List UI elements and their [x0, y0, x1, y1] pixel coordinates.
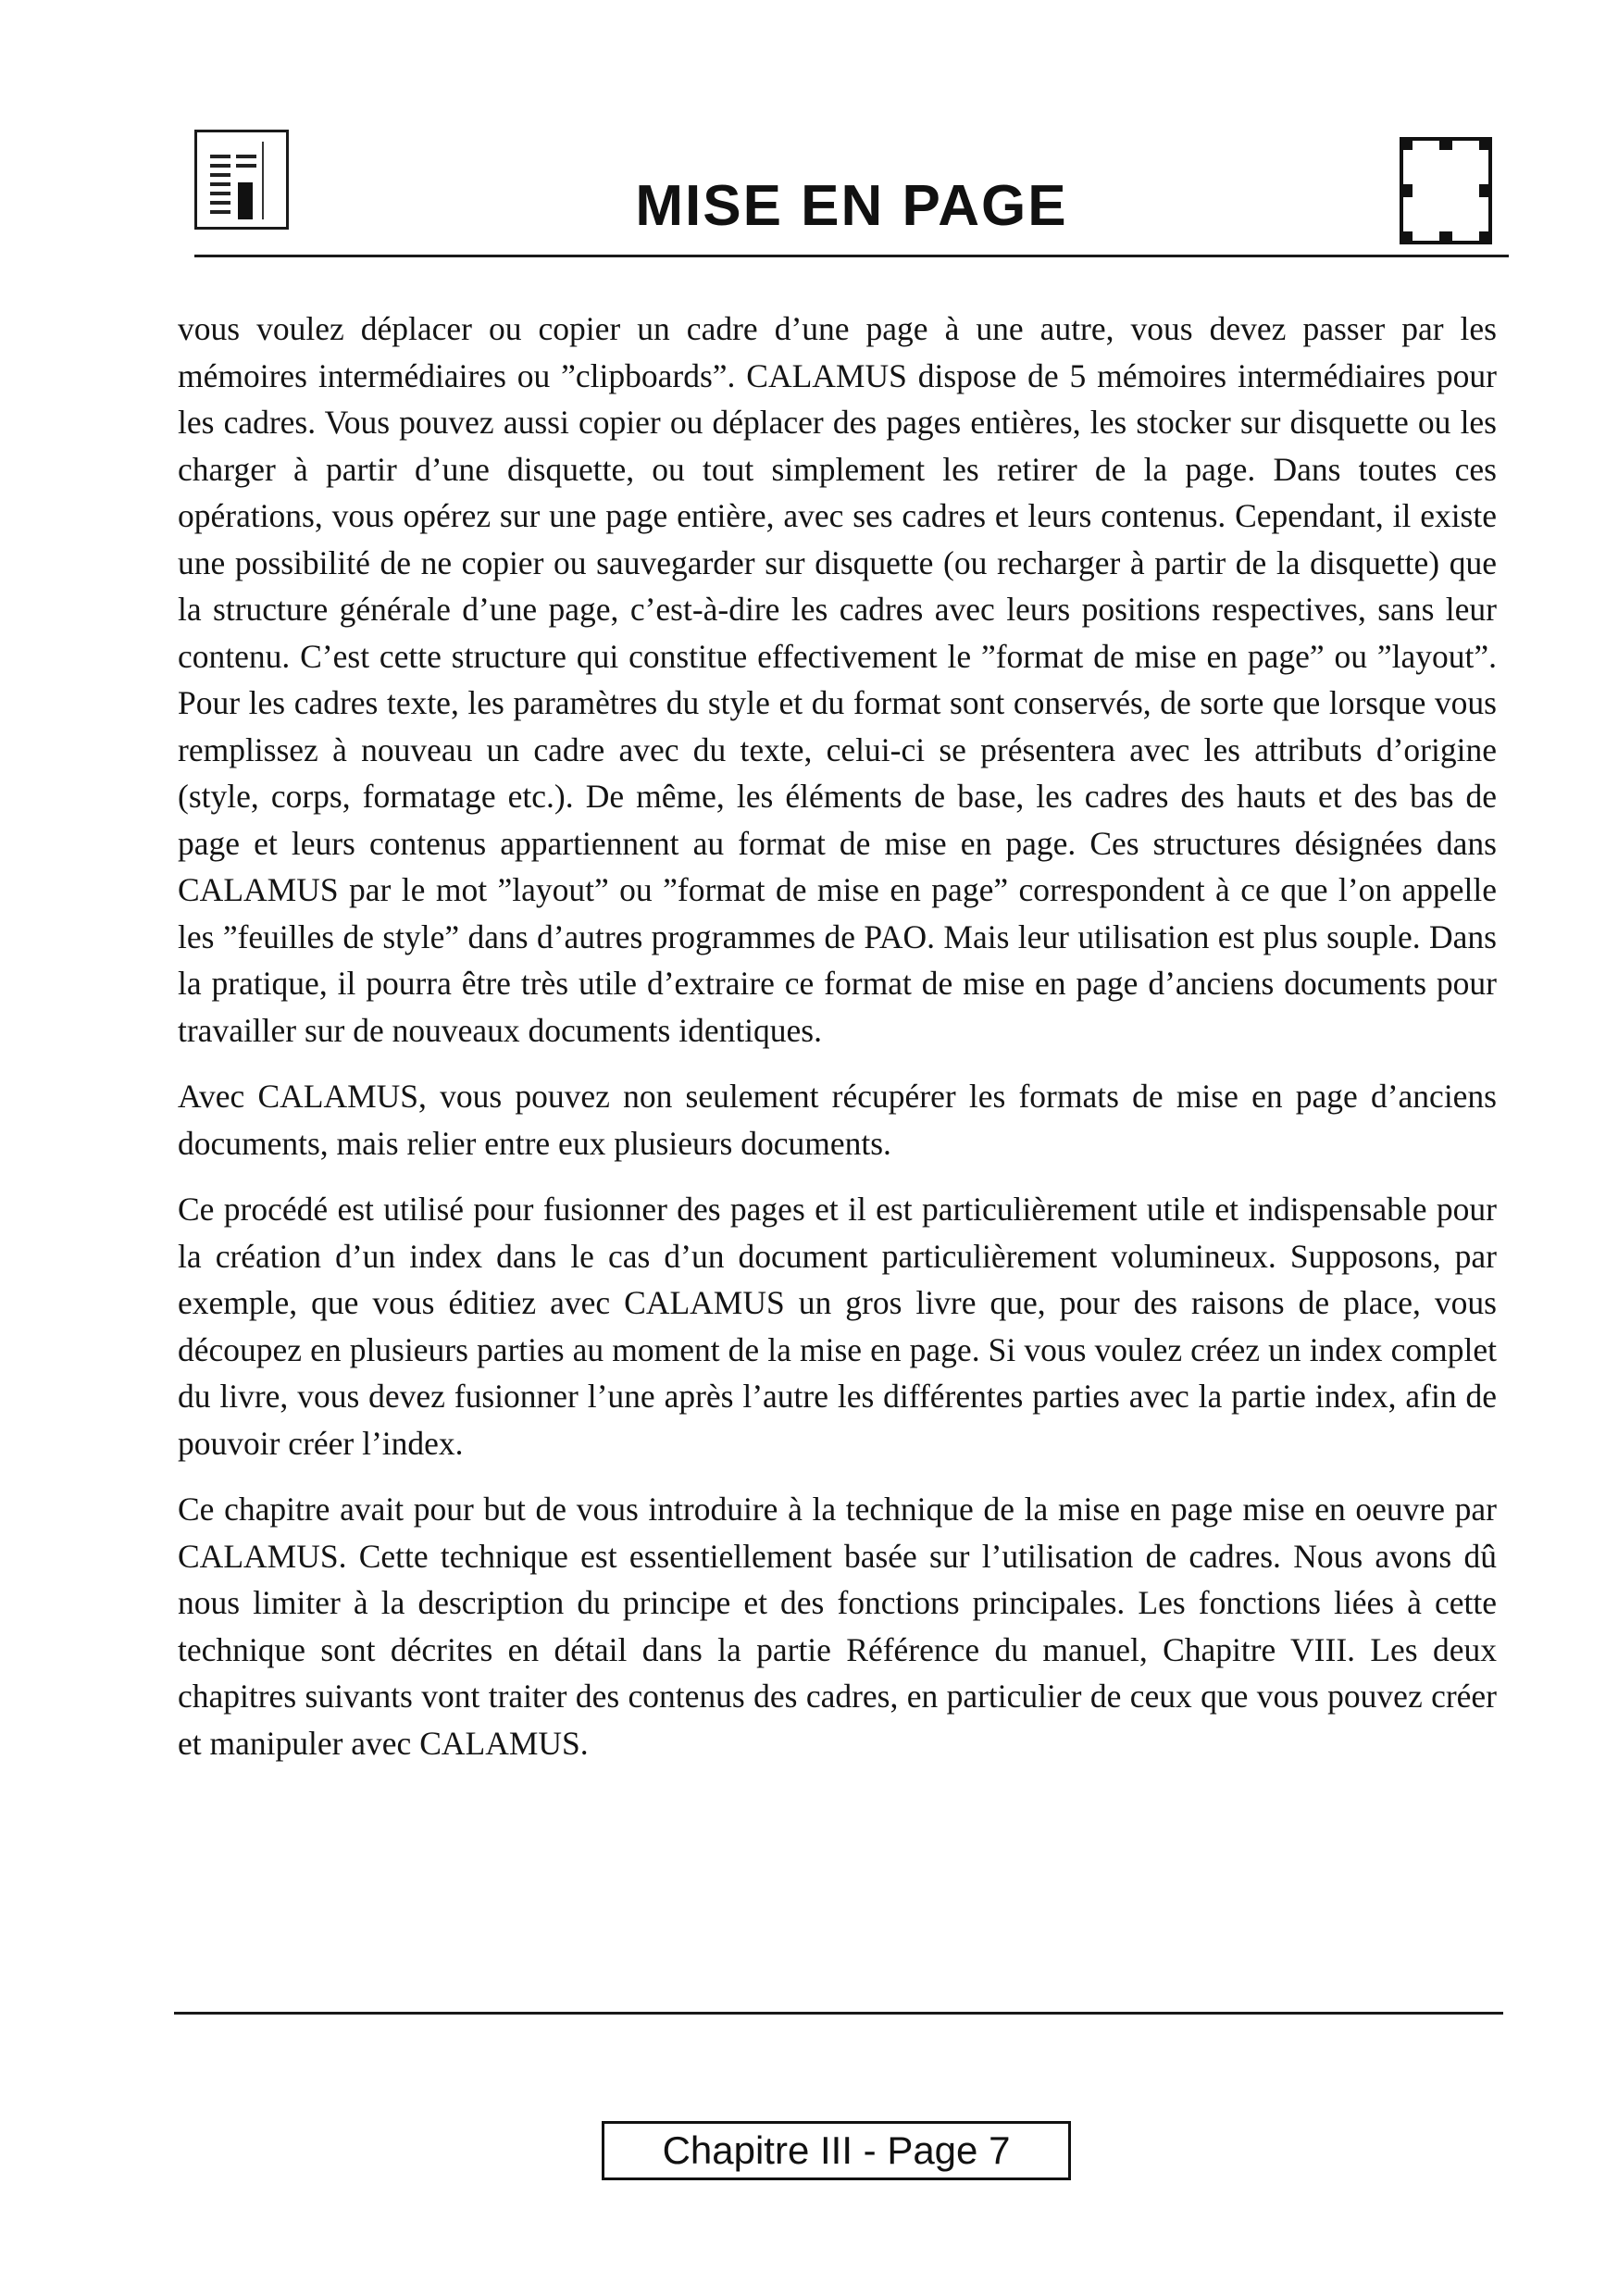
footer-divider	[174, 2012, 1503, 2015]
page-number-box: Chapitre III - Page 7	[602, 2121, 1071, 2180]
paragraph-2: Avec CALAMUS, vous pouvez non seulement récupérer les formats de mise en page d’anciens documents, mais relier entre eux plusieurs documents.	[178, 1078, 1497, 1162]
paragraph-4: Ce chapitre avait pour but de vous introduire à la technique de la mise en page mise en oeuvre par CALAMUS. Cette technique est essentiellement basée sur l’utilisation de cadres. Nous avons dû nous limiter à la description du principe et des fonctions principales. Les fonctions liées à cette technique sont décrites en détail dans la partie Référence du manuel, Chapitre VIII. Les deux chapitres suivants vont traiter des contenus des cadres, en particulier de ceux que vous pouvez créer et manipuler avec CALAMUS.	[178, 1491, 1497, 1762]
body-text	[178, 306, 1497, 1786]
paragraph-1: vous voulez déplacer ou copier un cadre d’une page à une autre, vous devez passer par les mémoires intermédiaires ou ”clipboards”. CALAMUS dispose de 5 mémoires intermédiaires pour les cadres. Vous pouvez aussi copier ou déplacer des pages entières, les stocker sur disquette ou les charger à partir d’une disquette, ou tout simplement les retirer de la page. Dans toutes ces opérations, vous opérez sur une page entière, avec ses cadres et leurs contenus. Cependant, il existe une possibilité de ne copier ou sauvegarder sur disquette (ou recharger à partir de la disquette) que la structure générale d’une page, c’est-à-dire les cadres avec leurs positions respectives, sans leur contenu. C’est cette structure qui constitue effectivement le ”format de mise en page” ou ”layout”. Pour les cadres texte, les paramètres du style et du format sont conservés, de sorte que lorsque vous remplissez à nouveau un cadre avec du texte, celui-ci se présentera avec les attributs d’origine (style, corps, formatage etc.). De même, les éléments de base, les cadres des hauts et des bas de page et leurs contenus appartiennent au format de mise en page. Ces structures désignées dans CALAMUS par le mot ”layout” ou ”format de mise en page” correspondent à ce que l’on appelle les ”feuilles de style” dans d’autres programmes de PAO. Mais leur utilisation est plus souple. Dans la pratique, il pourra être très utile d’extraire ce format de mise en page d’anciens documents pour travailler sur de nouveaux documents identiques.	[178, 310, 1497, 1049]
page-header	[194, 130, 1509, 257]
header-divider	[194, 255, 1509, 257]
frame-corners-icon	[1400, 137, 1492, 244]
page-title: MISE EN PAGE	[635, 174, 1068, 238]
paragraph-3: Ce procédé est utilisé pour fusionner des pages et il est particulièrement utile et indispensable pour la création d’un index dans le cas d’un document particulièrement volumineux. Supposons, par exemple, que vous éditiez avec CALAMUS un gros livre que, pour des raisons de place, vous découpez en plusieurs parties au moment de la mise en page. Si vous voulez créez un index complet du livre, vous devez fusionner l’une après l’autre les différentes parties avec la partie index, afin de pouvoir créer l’index.	[178, 1191, 1497, 1462]
